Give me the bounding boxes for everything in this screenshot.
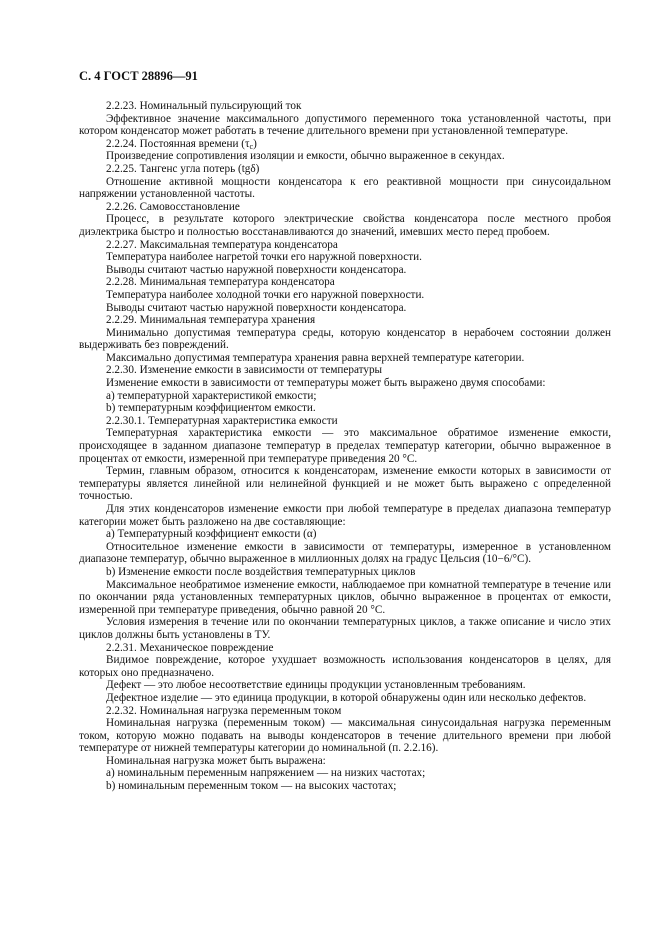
paragraph: Для этих конденсаторов изменение емкости при любой температуре в пределах диапазона температур категории может быть разложено на две составляющие: [79, 503, 611, 528]
paragraph: Относительное изменение емкости в зависимости от температуры, измеренное в установленном диапазоне температур, обычно выраженное в миллионных долях на градус Цельсия (10−6/°С). [79, 540, 611, 566]
paragraph: Дефектное изделие — это единица продукции, в которой обнаружены один или несколько дефектов. [106, 691, 587, 704]
paragraph: Максимальное необратимое изменение емкости, наблюдаемое при комнатной температуре в течение или по окончании ряда установленных температурных циклов, обычно выраженное в процентах от емкости, измеренной при температуре приведения, обычно равной 20 °С. [79, 578, 611, 616]
paragraph: а) Температурный коэффициент емкости (α) [106, 528, 317, 541]
paragraph: Изменение емкости в зависимости от температуры может быть выражено двумя способами: [106, 377, 546, 390]
clause-heading: 2.2.30. Изменение емкости в зависимости от температуры [106, 364, 383, 377]
paragraph: Условия измерения в течение или по окончании температурных циклов, а также описание и число этих циклов должны быть установлены в ТУ. [79, 616, 611, 641]
clause-heading: 2.2.28. Минимальная температура конденсатора [106, 276, 335, 289]
clause-heading: 2.2.31. Механическое повреждение [106, 641, 274, 654]
clause-heading: 2.2.24. Постоянная времени $(\tau_c)$ [106, 137, 257, 151]
clause-heading: 2.2.30.1. Температурная характеристика емкости [106, 414, 338, 427]
paragraph: Термин, главным образом, относится к конденсаторам, изменение емкости которых в зависимости от температуры является линейной или нелинейной функцией и не может быть выражено с определенной точностью. [79, 465, 611, 503]
paragraph: Отношение активной мощности конденсатора к его реактивной мощности при синусоидальном напряжении установленной частоты. [79, 175, 611, 201]
clause-heading: 2.2.27. Максимальная температура конденсатора [106, 238, 338, 251]
tau-close-paren: ) [253, 137, 257, 150]
paragraph: Минимально допустимая температура среды, которую конденсатор в нерабочем состоянии должен выдерживать без повреждений. [79, 326, 611, 352]
paragraph: Температурная характеристика емкости — это максимальное обратимое изменение емкости, происходящее в заданном диапазоне температур в пределах температур категории, обычно выраженное в процентах от емкости, измеренной при температуре приведения 20 °С. [79, 427, 611, 465]
page-header: С. 4 ГОСТ 28896—91 [79, 69, 198, 83]
paragraph: Видимое повреждение, которое ухудшает возможность использования конденсаторов в целях, для которых оно предназначено. [79, 654, 611, 679]
paragraph: а) номинальным переменным напряжением — на низких частотах; [106, 767, 426, 780]
paragraph: Температура наиболее нагретой точки его наружной поверхности. [106, 251, 422, 264]
clause-heading: 2.2.25. Тангенс угла потерь (tgδ) [106, 162, 260, 175]
paragraph: Произведение сопротивления изоляции и емкости, обычно выраженное в секундах. [106, 150, 505, 163]
clause-heading: 2.2.29. Минимальная температура хранения [106, 314, 316, 327]
paragraph: а) температурной характеристикой емкости; [106, 389, 317, 402]
paragraph: Процесс, в результате которого электрические свойства конденсатора после местного пробоя диэлектрика быстро и полностью восстанавливаются до значений, имевших место перед пробоем. [79, 213, 611, 238]
tau-subscript: c [249, 141, 254, 151]
clause-heading: 2.2.26. Самовосстановление [106, 200, 240, 213]
clause-heading: 2.2.23. Номинальный пульсирующий ток [106, 100, 302, 112]
paragraph: Выводы считают частью наружной поверхности конденсатора. [106, 263, 407, 276]
paragraph: Выводы считают частью наружной поверхности конденсатора. [106, 301, 407, 314]
paragraph: Температура наиболее холодной точки его наружной поверхности. [106, 288, 425, 301]
paragraph: b) температурным коэффициентом емкости. [106, 402, 316, 415]
paragraph: b) номинальным переменным током — на высоких частотах; [106, 780, 397, 793]
paragraph: Номинальная нагрузка может быть выражена: [106, 754, 326, 767]
document-body [79, 100, 611, 793]
paragraph: b) Изменение емкости после воздействия температурных циклов [106, 565, 416, 578]
paragraph: Дефект — это любое несоответствие единицы продукции установленным требованиям. [106, 679, 526, 692]
paragraph: Номинальная нагрузка (переменным током) — максимальная синусоидальная нагрузка переменным током, которую можно подавать на выводы конденсаторов в течение длительного времени при любой температуре от нижней температуры категории до номинальной (п. 2.2.16). [79, 717, 611, 755]
paragraph: Эффективное значение максимального допустимого переменного тока установленной частоты, при котором конденсатор может работать в течение длительного времени при установленной температуре. [79, 112, 611, 138]
clause-heading: 2.2.32. Номинальная нагрузка переменным током [106, 704, 342, 717]
paragraph: Максимально допустимая температура хранения равна верхней температуре категории. [106, 351, 525, 364]
